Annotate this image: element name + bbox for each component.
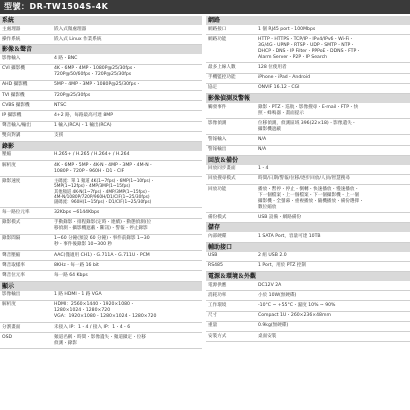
spec-label: 錄影間隔 (2, 236, 21, 242)
section-heading: 錄影 (0, 142, 202, 151)
spec-value: 4K・6MP・5MP・4K-N・4MP・3MP・4M-N・ 1080P・720P・960H・D1・CIF (54, 162, 154, 174)
spec-label: 備份模式 (208, 214, 227, 220)
section-heading: 系統 (0, 16, 202, 25)
spec-label: 解析度 (2, 162, 16, 168)
spec-section (0, 45, 202, 142)
spec-row (0, 25, 202, 35)
spec-row (0, 235, 202, 251)
spec-row (0, 132, 202, 142)
spec-row (0, 161, 202, 177)
section-heading: 輔助接口 (206, 243, 410, 252)
spec-section (0, 282, 202, 350)
spec-value: 2 組 USB 2.0 (258, 253, 287, 259)
spec-value: 1 Port，用於 PTZ 控制 (258, 263, 307, 269)
spec-row (0, 65, 202, 81)
spec-label: AHD 攝影機 (2, 82, 28, 88)
spec-value: 每一路 64 Kbps (54, 273, 88, 278)
spec-label: IP 攝影機 (2, 112, 22, 118)
spec-value: 桌面安裝 (258, 333, 277, 339)
spec-value: 手動錄影・排程錄影(定時・連續)・動態偵測(位 移偵測・攝影機遮蔽・斷訊)・警報・停止錄影 (54, 220, 152, 232)
spec-label: 警報輸出 (208, 147, 227, 153)
spec-value: 嵌入式微處理器 (54, 26, 87, 32)
spec-label: 聲音輸入/輸出 (2, 123, 32, 129)
spec-value: H.265+ / H.265 / H.264+ / H.264 (54, 152, 130, 158)
spec-row (206, 103, 410, 119)
spec-value: HDMI：2560×1440・1920×1080・ 1280×1024・1280×720 VGA：1920×1080・1280×1024・1280×720 (54, 302, 157, 320)
spec-value: USB 設備・網路備份 (258, 214, 302, 220)
spec-value: 4+2 路，每路最高可達 8MP (54, 112, 114, 118)
spec-label: USB (208, 253, 218, 259)
spec-row (206, 175, 410, 185)
section-heading: 儲存 (206, 223, 410, 232)
spec-label: 錄影模式 (2, 220, 21, 226)
spec-row (0, 251, 202, 261)
spec-label: 雙向對講 (2, 133, 21, 139)
spec-row (0, 177, 202, 208)
spec-row (0, 333, 202, 349)
spec-label: 網路功能 (208, 36, 227, 42)
spec-value: 小於 10W(無硬碟) (258, 292, 297, 298)
spec-label: 影像輸入 (2, 55, 21, 61)
spec-section (206, 243, 410, 272)
spec-label: 手機監控功能 (208, 75, 236, 81)
spec-row (206, 232, 410, 242)
spec-value: 1・4 (258, 166, 269, 172)
spec-label: 解析度 (2, 302, 16, 308)
left-spec-column (0, 16, 202, 349)
spec-label: 影像偵測 (208, 120, 227, 126)
spec-section (206, 272, 410, 342)
spec-value: AAC(僅適用 CH1)・G.711A・G.711U・PCM (54, 252, 150, 258)
spec-value: -10°C ~ +55°C・濕度 10% ~ 90% (258, 302, 336, 308)
spec-label: 壓縮 (2, 152, 12, 158)
spec-value: 1 個 RJ45 port・100Mbps (258, 26, 316, 32)
spec-value: 頻道名稱・時間・影像遺失・頻道鎖定・位移 偵測・錄影 (54, 334, 146, 346)
spec-value: 720P@25/30fps (54, 92, 91, 98)
spec-row (206, 119, 410, 135)
spec-row (206, 135, 410, 145)
section-heading: 影像偵測及警報 (206, 94, 410, 103)
spec-label: OSD (2, 334, 13, 340)
spec-label: CVI 攝影機 (2, 66, 25, 72)
spec-row (0, 54, 202, 64)
spec-row (0, 101, 202, 111)
spec-value: NTSC (54, 102, 67, 108)
spec-label: 回放搜尋模式 (208, 176, 236, 182)
spec-row (206, 84, 410, 94)
spec-section (0, 16, 202, 45)
spec-value: 位移偵測，偵測區域 396(22×18)・影像遺失・ 攝影機遮蔽 (258, 120, 357, 132)
spec-row (0, 301, 202, 323)
spec-row (0, 291, 202, 301)
spec-value: 播放・暫停・停止・倒轉・快速播放・慢速播放・ 下一個檔案・上一個檔案・下一個攝影機・上一個 攝影機・全螢幕・重複播放・隨機播放・備份選擇・ 數位縮放 (258, 186, 364, 210)
spec-value: 1 輸入(RCA)・1 輸出(RCA) (54, 123, 112, 129)
spec-value: 32Kbps ~6144Kbps (54, 210, 100, 216)
spec-value: iPhone・iPad・Android (258, 75, 311, 81)
spec-row (0, 219, 202, 235)
spec-value: DC12V 2A (258, 282, 282, 288)
spec-row (0, 261, 202, 271)
spec-section (206, 94, 410, 156)
spec-row (206, 185, 410, 213)
spec-row (206, 63, 410, 73)
spec-label: 協定 (208, 85, 218, 91)
spec-label: 尺寸 (208, 313, 218, 319)
spec-label: 錄影速度 (2, 178, 21, 184)
spec-value: 主碼流：單 1 頻道 4K(1~7fps)・6MP(1~10fps)・ 5MP(1~12fps)・4MP/3MP(1~15fps) 其他頻道 4K-N(1~7fps)・4MP/3MP(1~15fps)・ 4M-N/1080P/720P/960H/D1/CIF(1~25/30fps) 副碼流：960H(1~15fps)・D1/CIF(1~25/30fps) (54, 178, 155, 206)
spec-row (206, 291, 410, 301)
spec-row (206, 213, 410, 223)
spec-row (206, 262, 410, 272)
spec-label: 回放同步畫面 (208, 166, 236, 172)
spec-label: 觸發事件 (208, 104, 227, 110)
spec-value: 1 路 HDMI・1 路 VGA (54, 292, 102, 298)
spec-label: 警報輸入 (208, 136, 227, 142)
spec-label: 安裝方式 (208, 333, 227, 339)
spec-row (206, 74, 410, 84)
spec-label: 回放功能 (208, 186, 227, 192)
spec-value: 0.9kg(無硬碟) (258, 323, 289, 329)
spec-label: 網路接口 (208, 26, 227, 32)
section-heading: 電源＆環境＆外觀 (206, 272, 410, 281)
spec-row (0, 35, 202, 45)
spec-section (206, 223, 410, 242)
spec-value: Compact 1U・260×236×48mm (258, 313, 331, 319)
spec-value: N/A (258, 147, 267, 153)
spec-label: 分割畫面 (2, 324, 21, 330)
spec-row (206, 252, 410, 262)
spec-label: RS485 (208, 263, 223, 269)
spec-row (206, 332, 410, 342)
section-heading: 影像＆聲音 (0, 45, 202, 54)
spec-section (206, 16, 410, 94)
spec-label: 主處理器 (2, 26, 21, 32)
spec-value: 嵌入式 Linux 作業系統 (54, 36, 102, 42)
spec-value: 4 路・BNC (54, 55, 78, 61)
spec-value: 錄影・PTZ・巡航・影像搜尋・E-mail・FTP・快 照・蜂鳴器・畫面提示 (258, 104, 359, 116)
spec-label: 重量 (208, 323, 218, 329)
spec-row (206, 146, 410, 156)
spec-row (206, 35, 410, 63)
spec-row (0, 81, 202, 91)
spec-label: 內部硬碟 (208, 234, 227, 240)
spec-row (206, 165, 410, 175)
spec-value: N/A (258, 136, 267, 142)
spec-label: TVI 攝影機 (2, 92, 25, 98)
section-heading: 網路 (206, 16, 410, 25)
spec-row (206, 301, 410, 311)
spec-label: 工作環境 (208, 302, 227, 308)
spec-label: 每一路位元率 (2, 210, 30, 216)
spec-value: ONVIF 16.12・CGI (258, 85, 300, 91)
spec-value: 支援 (54, 133, 64, 139)
spec-section (0, 142, 202, 282)
spec-row (0, 151, 202, 161)
model-title: 型號：DR-TW1504S-4K (0, 0, 410, 14)
section-heading: 顯示 (0, 282, 202, 291)
spec-section (206, 156, 410, 224)
spec-label: 最多上線人數 (208, 64, 236, 70)
spec-row (0, 122, 202, 132)
spec-value: 128 位使用者 (258, 64, 287, 70)
spec-row (0, 208, 202, 218)
spec-label: 聲音位元率 (2, 273, 25, 278)
spec-value: 1 SATA Port，容量可達 10TB (258, 234, 321, 240)
spec-row (206, 281, 410, 291)
spec-value: 時間/日期/警報/位移/逐步回放/人員/智慧搜尋 (258, 176, 350, 182)
section-heading: 回放＆備份 (206, 156, 410, 165)
spec-label: CVBS 攝影機 (2, 102, 30, 108)
spec-value: 未接入 IP：1・4 / 接入 IP：1・4・6 (54, 324, 131, 330)
spec-value: HTTP・HTTPS・TCP/IP・IPv4/IPv6・Wi-Fi・ 3G/4G・UPNP・RTSP・UDP・SMTP・NTP・ DHCP・DNS・IP Filter・PPPoE・DDNS・FTP・ Alarm Server・P2P・IP Search (258, 36, 361, 60)
spec-row (0, 91, 202, 101)
spec-row (206, 25, 410, 35)
spec-label: 電源供應 (208, 282, 227, 288)
spec-label: 操作系統 (2, 36, 21, 42)
spec-label: 消耗功率 (208, 292, 227, 298)
spec-value: 1~60 分鐘(預設 60 分鐘)・事件前錄影 1~30 秒・事件後錄影 10~300 秒 (54, 236, 150, 248)
spec-row (0, 271, 202, 281)
spec-label: 聲音取樣率 (2, 262, 25, 268)
spec-value: 8KHz・每一路 16 bit (54, 262, 99, 268)
spec-row (206, 322, 410, 332)
spec-row (206, 312, 410, 322)
spec-label: 影像輸出 (2, 292, 21, 298)
spec-row (0, 111, 202, 121)
spec-value: 4K・6MP・4MP・1080P@25/30fps・ 720P@50/60fps・720P@25/30fps (54, 66, 137, 78)
spec-label: 聲音壓縮 (2, 252, 21, 258)
spec-value: 5MP・4MP・3MP・1080P@25/30fps・ (54, 82, 141, 88)
right-spec-column (206, 16, 410, 342)
spec-row (0, 323, 202, 333)
